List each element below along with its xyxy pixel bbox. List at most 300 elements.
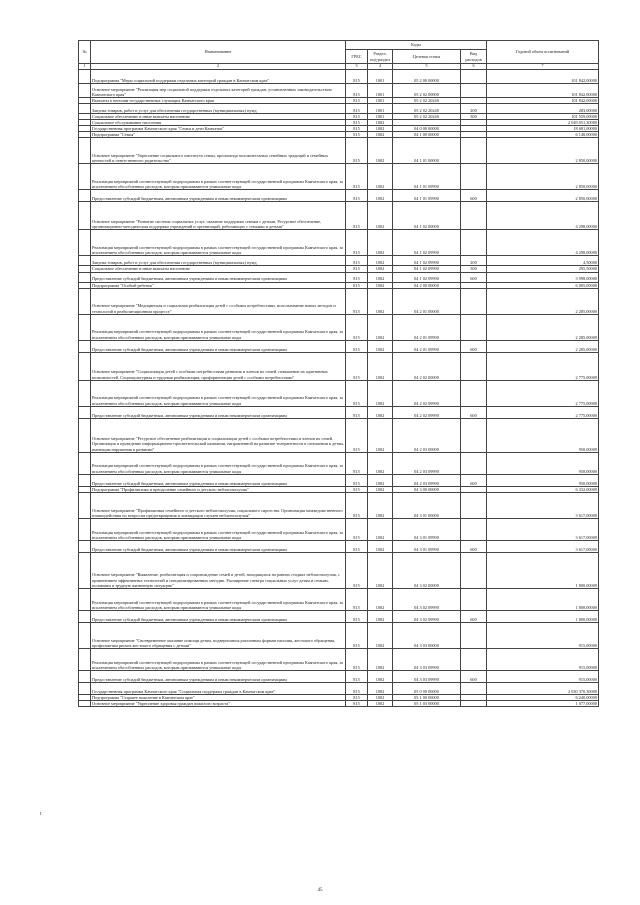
cell-name: Предоставление субсидий бюджетным, автономным учреждениям и иным некоммерческим организациям xyxy=(91,406,346,418)
cell-name: Предоставление субсидий бюджетным, автономным учреждениям и иным некоммерческим организациям xyxy=(91,474,346,486)
cell-amount: 4 298,00000 xyxy=(487,202,599,230)
cell-target: 04 3 02 09990 xyxy=(393,588,461,610)
cell-section: 1002 xyxy=(368,492,393,518)
cell-num xyxy=(79,352,91,380)
cell-amount: 2 775,00000 xyxy=(487,406,599,418)
cell-amount: 2 850,00000 xyxy=(487,164,599,190)
cell-grbs: 815 xyxy=(346,164,368,190)
cell-target: 04 1 01 09990 xyxy=(393,190,461,202)
cell-grbs: 815 xyxy=(346,610,368,622)
cell-exp-type: 600 xyxy=(461,272,487,282)
cell-grbs: 815 xyxy=(346,120,368,126)
cell-num xyxy=(79,670,91,682)
cell-section: 1002 xyxy=(368,452,393,474)
table-row xyxy=(79,104,599,114)
cell-grbs: 815 xyxy=(346,84,368,98)
margin-mark: t xyxy=(40,812,42,817)
cell-grbs: 815 xyxy=(346,474,368,486)
cell-num xyxy=(79,104,91,114)
cell-num xyxy=(79,682,91,694)
table-row xyxy=(79,70,599,84)
cell-name: Подпрограмма "Особый ребенок" xyxy=(91,282,346,288)
cell-name: Реализация мероприятий соответствующей подпрограммы в рамках соответствующей государственной программы Камчатского края, за исключением обособленных расходов, которым присваиваются уникальные коды xyxy=(91,380,346,406)
cell-target: 04 2 01 09990 xyxy=(393,314,461,340)
cell-target: 04 3 02 00000 xyxy=(393,552,461,588)
cell-exp-type: 200 xyxy=(461,256,487,266)
cell-section: 1002 xyxy=(368,540,393,552)
cell-target: 04 2 03 00000 xyxy=(393,418,461,452)
page-number: 45 xyxy=(317,888,323,893)
cell-amount: 101 842,00000 xyxy=(487,70,599,84)
cell-grbs: 815 xyxy=(346,288,368,314)
cell-target: 04 3 01 09990 xyxy=(393,540,461,552)
cell-exp-type: 300 xyxy=(461,266,487,272)
cell-name: Реализация мероприятий соответствующей подпрограммы в рамках соответствующей государственной программы Камчатского края, за исключением обособленных расходов, которым присваиваются уникальные коды xyxy=(91,164,346,190)
cell-grbs: 815 xyxy=(346,694,368,700)
header-grbs: ГРБС xyxy=(346,50,368,64)
cell-num xyxy=(79,492,91,518)
table-row xyxy=(79,380,599,406)
cell-exp-type: 600 xyxy=(461,540,487,552)
cell-section: 1002 xyxy=(368,610,393,622)
cell-amount: 2 285,00000 xyxy=(487,340,599,352)
cell-amount: 2 775,00000 xyxy=(487,380,599,406)
cell-section: 1002 xyxy=(368,132,393,138)
cell-exp-type xyxy=(461,70,487,84)
cell-target: 04 3 03 09990 xyxy=(393,648,461,670)
cell-grbs: 815 xyxy=(346,126,368,132)
header-amount: Годовой объем ассигнований xyxy=(487,41,599,64)
cell-section: 1002 xyxy=(368,418,393,452)
table-row xyxy=(79,138,599,164)
cell-amount: 1 800,00000 xyxy=(487,552,599,588)
cell-exp-type: 300 xyxy=(461,114,487,120)
cell-section: 1002 xyxy=(368,648,393,670)
cell-amount: 950,00000 xyxy=(487,452,599,474)
cell-target: 04 1 00 00000 xyxy=(393,132,461,138)
cell-name: Основное мероприятие "Реализация мер социальной поддержки отдельных категорий граждан, установленных законодательством Камчатского края" xyxy=(91,84,346,98)
cell-exp-type xyxy=(461,288,487,314)
cell-grbs: 815 xyxy=(346,648,368,670)
cell-grbs: 815 xyxy=(346,132,368,138)
table-row xyxy=(79,492,599,518)
cell-amount: 2 850,00000 xyxy=(487,190,599,202)
cell-grbs: 815 xyxy=(346,190,368,202)
cell-name: Реализация мероприятий соответствующей подпрограммы в рамках соответствующей государственной программы Камчатского края, за исключением обособленных расходов, которым присваиваются уникальные коды xyxy=(91,452,346,474)
cell-exp-type xyxy=(461,518,487,540)
table-row xyxy=(79,552,599,588)
cell-section: 1002 xyxy=(368,282,393,288)
header-index-7: 7 xyxy=(487,64,599,70)
cell-exp-type xyxy=(461,380,487,406)
cell-amount: 18 681,00000 xyxy=(487,126,599,132)
cell-section: 1002 xyxy=(368,352,393,380)
cell-amount: 915,00000 xyxy=(487,670,599,682)
cell-name: Реализация мероприятий соответствующей подпрограммы в рамках соответствующей государственной программы Камчатского края, за исключением обособленных расходов, которым присваиваются уникальные коды xyxy=(91,314,346,340)
cell-amount: 2 775,00000 xyxy=(487,352,599,380)
cell-exp-type: 600 xyxy=(461,610,487,622)
cell-num xyxy=(79,190,91,202)
cell-section: 1002 xyxy=(368,588,393,610)
cell-amount: 4,50000 xyxy=(487,256,599,266)
cell-grbs: 815 xyxy=(346,670,368,682)
cell-section: 1002 xyxy=(368,190,393,202)
cell-amount: 295,50000 xyxy=(487,266,599,272)
cell-name: Социальное обеспечение и иные выплаты населению xyxy=(91,266,346,272)
cell-target: 05 0 00 00000 xyxy=(393,682,461,694)
cell-num xyxy=(79,622,91,648)
cell-num xyxy=(79,474,91,486)
cell-name: Основное мероприятие "Выявление, реабилитация и сопровождение семей и детей, находящихся на ранних стадиях неблагополучия, с применением эффективных технологий и специализированных методик. Расширение спектра социальных услуг детям и семьям, попавшим в трудную жизненную ситуацию" xyxy=(91,552,346,588)
cell-target: 04 3 03 00000 xyxy=(393,622,461,648)
cell-amount: 6 148,00000 xyxy=(487,132,599,138)
cell-grbs: 815 xyxy=(346,700,368,706)
header-section: Раздел, под-раздел xyxy=(368,50,393,64)
cell-section: 1002 xyxy=(368,202,393,230)
cell-name: Реализация мероприятий соответствующей подпрограммы в рамках соответствующей государственной программы Камчатского края, за исключением обособленных расходов, которым присваиваются уникальные коды xyxy=(91,518,346,540)
cell-exp-type: 200 xyxy=(461,104,487,114)
cell-grbs: 815 xyxy=(346,682,368,694)
cell-exp-type: 600 xyxy=(461,190,487,202)
cell-exp-type xyxy=(461,138,487,164)
cell-amount: 101 842,00000 xyxy=(487,98,599,104)
cell-target: 04 1 02 00000 xyxy=(393,202,461,230)
cell-name: Государственная программа Камчатского края "Социальная поддержка граждан в Камчатском крае" xyxy=(91,682,346,694)
cell-name: Предоставление субсидий бюджетным, автономным учреждениям и иным некоммерческим организациям xyxy=(91,190,346,202)
cell-section: 1002 xyxy=(368,486,393,492)
table-row xyxy=(79,406,599,418)
header-codes: Коды xyxy=(346,41,487,50)
cell-section: 1002 xyxy=(368,622,393,648)
cell-section: 1002 xyxy=(368,164,393,190)
cell-target: 05 2 02 00000 xyxy=(393,84,461,98)
cell-target: 05 1 03 00000 xyxy=(393,700,461,706)
cell-grbs: 815 xyxy=(346,230,368,256)
cell-exp-type xyxy=(461,418,487,452)
cell-name: Основное мероприятие "Профилактика семейного и детского неблагополучия, социального сиротства. Организация межведомственного взаимодействия по вопросам предотвращения и ликвидации случаев неблагополучия" xyxy=(91,492,346,518)
cell-target: 04 2 03 09990 xyxy=(393,474,461,486)
cell-name: Социальное обеспечение и иные выплаты населению xyxy=(91,114,346,120)
cell-amount: 2 049 051,30000 xyxy=(487,120,599,126)
cell-target: 04 2 01 09990 xyxy=(393,340,461,352)
cell-grbs: 815 xyxy=(346,104,368,114)
cell-num xyxy=(79,700,91,706)
cell-section: 1002 xyxy=(368,694,393,700)
cell-target: 04 3 01 00000 xyxy=(393,492,461,518)
table-row xyxy=(79,230,599,256)
cell-grbs: 815 xyxy=(346,380,368,406)
cell-section: 1002 xyxy=(368,256,393,266)
cell-num xyxy=(79,164,91,190)
cell-section: 1002 xyxy=(368,126,393,132)
cell-target: 04 0 00 00000 xyxy=(393,126,461,132)
cell-target: 04 1 02 09990 xyxy=(393,230,461,256)
table-header xyxy=(79,41,599,70)
cell-exp-type xyxy=(461,588,487,610)
cell-grbs: 815 xyxy=(346,114,368,120)
cell-amount: 950,00000 xyxy=(487,418,599,452)
cell-grbs: 815 xyxy=(346,552,368,588)
cell-num xyxy=(79,540,91,552)
cell-num xyxy=(79,518,91,540)
cell-name: Основное мероприятие "Медицинская и социальная реабилитация детей с особыми потребностями, использование новых методов и технологий в реабилитационном процессе" xyxy=(91,288,346,314)
cell-section: 1002 xyxy=(368,272,393,282)
cell-grbs: 815 xyxy=(346,452,368,474)
cell-section: 1002 xyxy=(368,138,393,164)
table-row xyxy=(79,648,599,670)
cell-target: 04 2 02 09990 xyxy=(393,380,461,406)
cell-grbs: 815 xyxy=(346,406,368,418)
cell-amount: 2 285,00000 xyxy=(487,288,599,314)
cell-exp-type xyxy=(461,202,487,230)
cell-section: 1002 xyxy=(368,682,393,694)
cell-target: 04 1 01 00000 xyxy=(393,138,461,164)
table-row xyxy=(79,518,599,540)
cell-amount: 3 998,00000 xyxy=(487,272,599,282)
cell-num xyxy=(79,70,91,84)
cell-target: 04 3 01 09990 xyxy=(393,518,461,540)
cell-exp-type xyxy=(461,648,487,670)
cell-name: Основное мероприятие "Укрепление здоровья граждан пожилого возраста" xyxy=(91,700,346,706)
cell-name: Основное мероприятие "Социализация детей с особыми потребностями развития и членов их семей, повышение их адаптивных возможностей. Социокультурная и трудовая реабилитация, профориентация детей с особыми потребностями" xyxy=(91,352,346,380)
cell-num xyxy=(79,202,91,230)
cell-num xyxy=(79,418,91,452)
header-index-5: 5 xyxy=(393,64,461,70)
cell-target: 04 2 02 09990 xyxy=(393,406,461,418)
cell-num xyxy=(79,256,91,266)
cell-exp-type xyxy=(461,84,487,98)
cell-target: 05 2 00 00000 xyxy=(393,70,461,84)
cell-grbs: 815 xyxy=(346,70,368,84)
cell-name: Реализация мероприятий соответствующей подпрограммы в рамках соответствующей государственной программы Камчатского края, за исключением обособленных расходов, которым присваиваются уникальные коды xyxy=(91,230,346,256)
header-index-4: 4 xyxy=(368,64,393,70)
cell-target: 05 2 02 20240 xyxy=(393,104,461,114)
budget-table-page xyxy=(78,40,598,707)
cell-section: 1002 xyxy=(368,314,393,340)
cell-name: Закупка товаров, работ и услуг для обеспечения государственных (муниципальных) нужд xyxy=(91,256,346,266)
cell-amount: 101 559,00000 xyxy=(487,114,599,120)
table-row xyxy=(79,84,599,98)
cell-exp-type xyxy=(461,492,487,518)
table-row xyxy=(79,256,599,266)
table-row xyxy=(79,190,599,202)
cell-amount: 3 617,00000 xyxy=(487,518,599,540)
table-row xyxy=(79,314,599,340)
cell-target: 04 2 03 09990 xyxy=(393,452,461,474)
cell-num xyxy=(79,272,91,282)
cell-name: Социальное обслуживание населения xyxy=(91,120,346,126)
table-body xyxy=(79,70,599,707)
cell-name: Предоставление субсидий бюджетным, автономным учреждениям и иным некоммерческим организациям xyxy=(91,670,346,682)
cell-grbs: 815 xyxy=(346,588,368,610)
cell-section: 1002 xyxy=(368,700,393,706)
cell-name: Подпрограмма "Семья" xyxy=(91,132,346,138)
cell-target: 04 1 01 09990 xyxy=(393,164,461,190)
cell-name: Основное мероприятие "Укрепление социального института семьи, пропаганда положительных семейных традиций и семейных ценностей и ответственного родительства" xyxy=(91,138,346,164)
cell-name: Основное мероприятие "Ресурсное обеспечение реабилитации и социализации детей с особыми потребностями и членов их семей. Организация и проведение информационно-просветительской кампании, направленной на развитие толерантности в отношении к детям, имеющим нарушения в развитии" xyxy=(91,418,346,452)
cell-num xyxy=(79,452,91,474)
header-index-2: 2 xyxy=(91,64,346,70)
header-index-3: 3 xyxy=(346,64,368,70)
table-row xyxy=(79,682,599,694)
cell-grbs: 815 xyxy=(346,518,368,540)
cell-name: Подпрограмма "Старшее поколение в Камчатском крае" xyxy=(91,694,346,700)
cell-num xyxy=(79,84,91,98)
cell-exp-type: 600 xyxy=(461,670,487,682)
cell-name: Подпрограмма "Меры социальной поддержки отдельных категорий граждан в Камчатском крае" xyxy=(91,70,346,84)
cell-amount: 6 005,00000 xyxy=(487,282,599,288)
cell-target: 04 3 03 09990 xyxy=(393,670,461,682)
table-row xyxy=(79,610,599,622)
cell-amount: 915,00000 xyxy=(487,648,599,670)
cell-section: 1002 xyxy=(368,380,393,406)
cell-section: 1001 xyxy=(368,104,393,114)
cell-amount: 3 617,00000 xyxy=(487,492,599,518)
cell-amount: 4 298,00000 xyxy=(487,230,599,256)
cell-name: Основное мероприятие "Своевременное оказание помощи детям, подвергшимся различным формам насилия, жестокого обращения, профилактика рисков жестокого обращения с детьми" xyxy=(91,622,346,648)
cell-grbs: 815 xyxy=(346,492,368,518)
header-target: Целевая статья xyxy=(393,50,461,64)
header-index-6: 6 xyxy=(461,64,487,70)
cell-name: Реализация мероприятий соответствующей подпрограммы в рамках соответствующей государственной программы Камчатского края, за исключением обособленных расходов, которым присваиваются уникальные коды xyxy=(91,588,346,610)
table-row xyxy=(79,452,599,474)
cell-exp-type: 600 xyxy=(461,340,487,352)
cell-name: Подпрограмма "Профилактика и преодоление семейного и детского неблагополучия" xyxy=(91,486,346,492)
cell-target: 04 3 02 09990 xyxy=(393,610,461,622)
cell-section: 1002 xyxy=(368,340,393,352)
table-row xyxy=(79,288,599,314)
cell-target: 04 2 01 00000 xyxy=(393,288,461,314)
cell-section: 1002 xyxy=(368,288,393,314)
cell-num xyxy=(79,340,91,352)
cell-amount: 101 842,00000 xyxy=(487,84,599,98)
table-row xyxy=(79,540,599,552)
cell-num xyxy=(79,230,91,256)
cell-grbs: 815 xyxy=(346,340,368,352)
cell-exp-type xyxy=(461,230,487,256)
cell-amount: 915,00000 xyxy=(487,622,599,648)
cell-num xyxy=(79,138,91,164)
cell-name: Государственная программа Камчатского края "Семья и дети Камчатки" xyxy=(91,126,346,132)
cell-target: 04 3 00 00000 xyxy=(393,486,461,492)
cell-amount: 1 800,00000 xyxy=(487,588,599,610)
cell-num xyxy=(79,380,91,406)
cell-grbs: 815 xyxy=(346,272,368,282)
cell-amount: 2 030 370,30000 xyxy=(487,682,599,694)
cell-grbs: 815 xyxy=(346,352,368,380)
table-row xyxy=(79,272,599,282)
cell-name: Предоставление субсидий бюджетным, автономным учреждениям и иным некоммерческим организациям xyxy=(91,272,346,282)
table-row xyxy=(79,352,599,380)
cell-section: 1001 xyxy=(368,70,393,84)
cell-num xyxy=(79,610,91,622)
cell-name: Предоставление субсидий бюджетным, автономным учреждениям и иным некоммерческим организациям xyxy=(91,540,346,552)
cell-grbs: 815 xyxy=(346,256,368,266)
cell-section: 1002 xyxy=(368,266,393,272)
table-row xyxy=(79,340,599,352)
table-row xyxy=(79,202,599,230)
cell-grbs: 815 xyxy=(346,486,368,492)
cell-num xyxy=(79,314,91,340)
cell-section: 1002 xyxy=(368,406,393,418)
cell-exp-type xyxy=(461,622,487,648)
cell-num xyxy=(79,406,91,418)
cell-amount: 2 285,00000 xyxy=(487,314,599,340)
cell-exp-type xyxy=(461,352,487,380)
cell-grbs: 815 xyxy=(346,540,368,552)
cell-section: 1002 xyxy=(368,230,393,256)
cell-name: Предоставление субсидий бюджетным, автономным учреждениям и иным некоммерческим организациям xyxy=(91,610,346,622)
cell-target: 05 1 00 00000 xyxy=(393,694,461,700)
cell-target: 04 2 00 00000 xyxy=(393,282,461,288)
cell-exp-type xyxy=(461,682,487,694)
cell-target: 04 1 02 09990 xyxy=(393,256,461,266)
cell-num xyxy=(79,288,91,314)
header-index-1: 1 xyxy=(79,64,91,70)
cell-target: 05 2 02 20240 xyxy=(393,98,461,104)
cell-target: 04 1 02 09990 xyxy=(393,272,461,282)
cell-grbs: 815 xyxy=(346,98,368,104)
cell-section: 1002 xyxy=(368,518,393,540)
cell-grbs: 815 xyxy=(346,138,368,164)
cell-section: 1002 xyxy=(368,670,393,682)
cell-amount: 6 332,00000 xyxy=(487,486,599,492)
cell-section: 1001 xyxy=(368,98,393,104)
cell-exp-type xyxy=(461,552,487,588)
cell-amount: 3 617,00000 xyxy=(487,540,599,552)
budget-table xyxy=(78,40,599,707)
cell-num xyxy=(79,648,91,670)
cell-section: 1002 xyxy=(368,120,393,126)
cell-target: 04 2 02 00000 xyxy=(393,352,461,380)
table-row xyxy=(79,622,599,648)
header-num: № xyxy=(79,41,91,64)
cell-grbs: 815 xyxy=(346,266,368,272)
header-name: Наименование xyxy=(91,41,346,64)
cell-amount: 950,00000 xyxy=(487,474,599,486)
cell-amount: 1 077,00000 xyxy=(487,700,599,706)
cell-exp-type: 600 xyxy=(461,474,487,486)
cell-section: 1002 xyxy=(368,474,393,486)
cell-amount: 1 800,00000 xyxy=(487,610,599,622)
cell-name: Закупка товаров, работ и услуг для обеспечения государственных (муниципальных) нужд xyxy=(91,104,346,114)
cell-grbs: 815 xyxy=(346,622,368,648)
cell-amount: 283,00000 xyxy=(487,104,599,114)
cell-num xyxy=(79,552,91,588)
cell-exp-type xyxy=(461,314,487,340)
cell-name: Реализация мероприятий соответствующей подпрограммы в рамках соответствующей государственной программы Камчатского края, за исключением обособленных расходов, которым присваиваются уникальные коды xyxy=(91,648,346,670)
cell-grbs: 815 xyxy=(346,314,368,340)
cell-exp-type xyxy=(461,452,487,474)
cell-name: Основное мероприятие "Развитие системы социальных услуг, оказание поддержки семьям с детьми. Ресурсное обеспечение, организационно-методическая поддержка учреждений и организаций, работающих с семьями и детьми" xyxy=(91,202,346,230)
header-exp-type: Вид расходов xyxy=(461,50,487,64)
table-row xyxy=(79,418,599,452)
cell-grbs: 815 xyxy=(346,418,368,452)
cell-exp-type: 600 xyxy=(461,406,487,418)
cell-amount: 2 850,00000 xyxy=(487,138,599,164)
table-row xyxy=(79,474,599,486)
cell-name: Предоставление субсидий бюджетным, автономным учреждениям и иным некоммерческим организациям xyxy=(91,340,346,352)
cell-amount: 6 240,00000 xyxy=(487,694,599,700)
table-row xyxy=(79,670,599,682)
table-row xyxy=(79,164,599,190)
cell-section: 1002 xyxy=(368,552,393,588)
table-row xyxy=(79,700,599,706)
cell-name: Выплаты к пенсиям государственных служащих Камчатского края xyxy=(91,98,346,104)
cell-section: 1001 xyxy=(368,84,393,98)
cell-grbs: 815 xyxy=(346,282,368,288)
table-row xyxy=(79,588,599,610)
